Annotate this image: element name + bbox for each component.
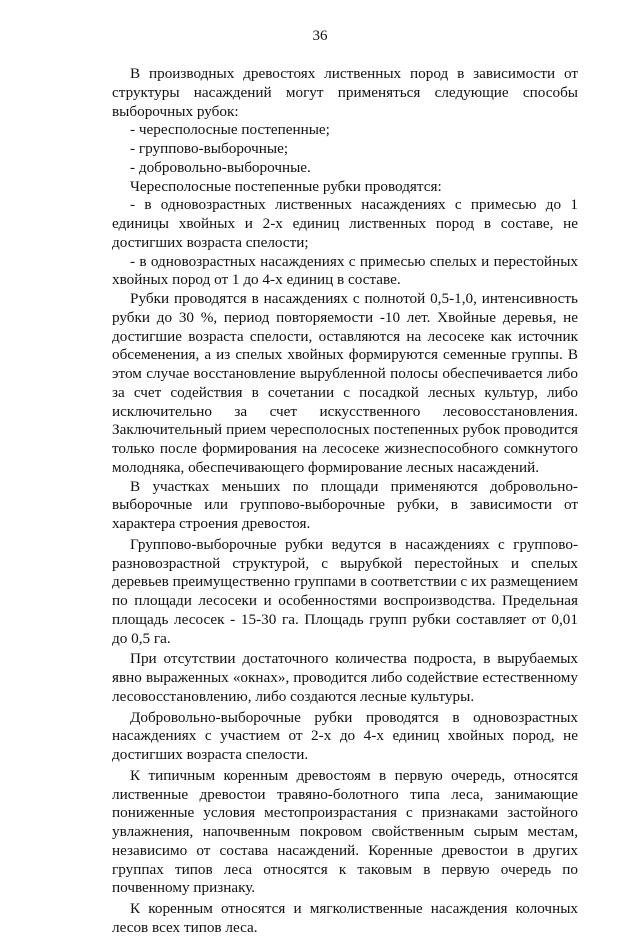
paragraph-native-stands: К типичным коренным древостоям в первую очередь, относятся лиственные древостои травяно-болотного типа леса, занимающие пониженные условия местопроизрастания с признаками застойного увлажнения, напочвенным покровом свойственным сырым местам, независимо от состава насаждений. Коренные древостои в других группах типов леса относятся к таковым в первую очередь по почвенному признаку. [112,766,578,897]
paragraph-lead: Чересполосные постепенные рубки проводятся: [130,177,442,195]
paragraph-condition-2: - в одновозрастных насаждениях с примесью спелых и перестойных хвойных пород от 1 до 4-х единиц в составе. [112,252,578,289]
paragraph-intro: В производных древостоях лиственных пород в зависимости от структуры насаждений могут применяться следующие способы выборочных рубок: [112,65,578,120]
paragraph-small-plots: В участках меньших по площади применяются добровольно-выборочные или группово-выборочные рубки, в зависимости от характера строения древостоя. [112,477,578,532]
list-item: - группово-выборочные; [130,140,289,157]
paragraph-main: Рубки проводятся в насаждениях с полнотой 0,5-1,0, интенсивность рубки до 30 %, период повторяемости -10 лет. Хвойные деревья, не достигшие возраста спелости, оставляются на лесосеке как источник обсеменения, а из спелых хвойных формируются семенные группы. В этом случае восстановление вырубленной полосы обеспечивается либо за счет содействия в сочетании с посадкой лесных культур, либо исключительно за счет искусственного лесовосстановления. Заключительный прием чересполосных постепенных рубок проводится только после формирования на лесосеке жизнеспособного сомкнутого молодняка, обеспечивающего формирование лесных насаждений. [112,290,578,476]
list-item: - чересполосные постепенные; [130,121,330,139]
paragraph-regeneration: При отсутствии достаточного количества подроста, в вырубаемых явно выраженных «окнах», проводится либо содействие естественному лесовосстановлению, либо создаются лесные культуры. [112,650,578,705]
paragraph-voluntary-selective: Добровольно-выборочные рубки проводятся в одновозрастных насаждениях с участием от 2-х до 4-х единиц хвойных пород, не достигших возраста спелости. [112,708,578,763]
body-text [112,65,578,938]
list-item: - добровольно-выборочные. [130,158,311,176]
page-number: 36 [312,28,328,44]
paragraph-condition-1: - в одновозрастных лиственных насаждениях с примесью до 1 единицы хвойных и 2-х единиц лиственных пород в составе, не достигших возраста спелости; [112,196,578,251]
paragraph-native-softwood: К коренным относятся и мягколиственные насаждения колочных лесов всех типов леса. [112,900,578,936]
paragraph-group-selective: Группово-выборочные рубки ведутся в насаждениях с группово-разновозрастной структурой, с вырубкой перестойных и спелых деревьев преимущественно группами в соответствии с их размещением по площади лесосеки и особенностями воспроизводства. Предельная площадь лесосек - 15-30 га. Площадь групп рубки составляет от 0,01 до 0,5 га. [112,535,578,647]
